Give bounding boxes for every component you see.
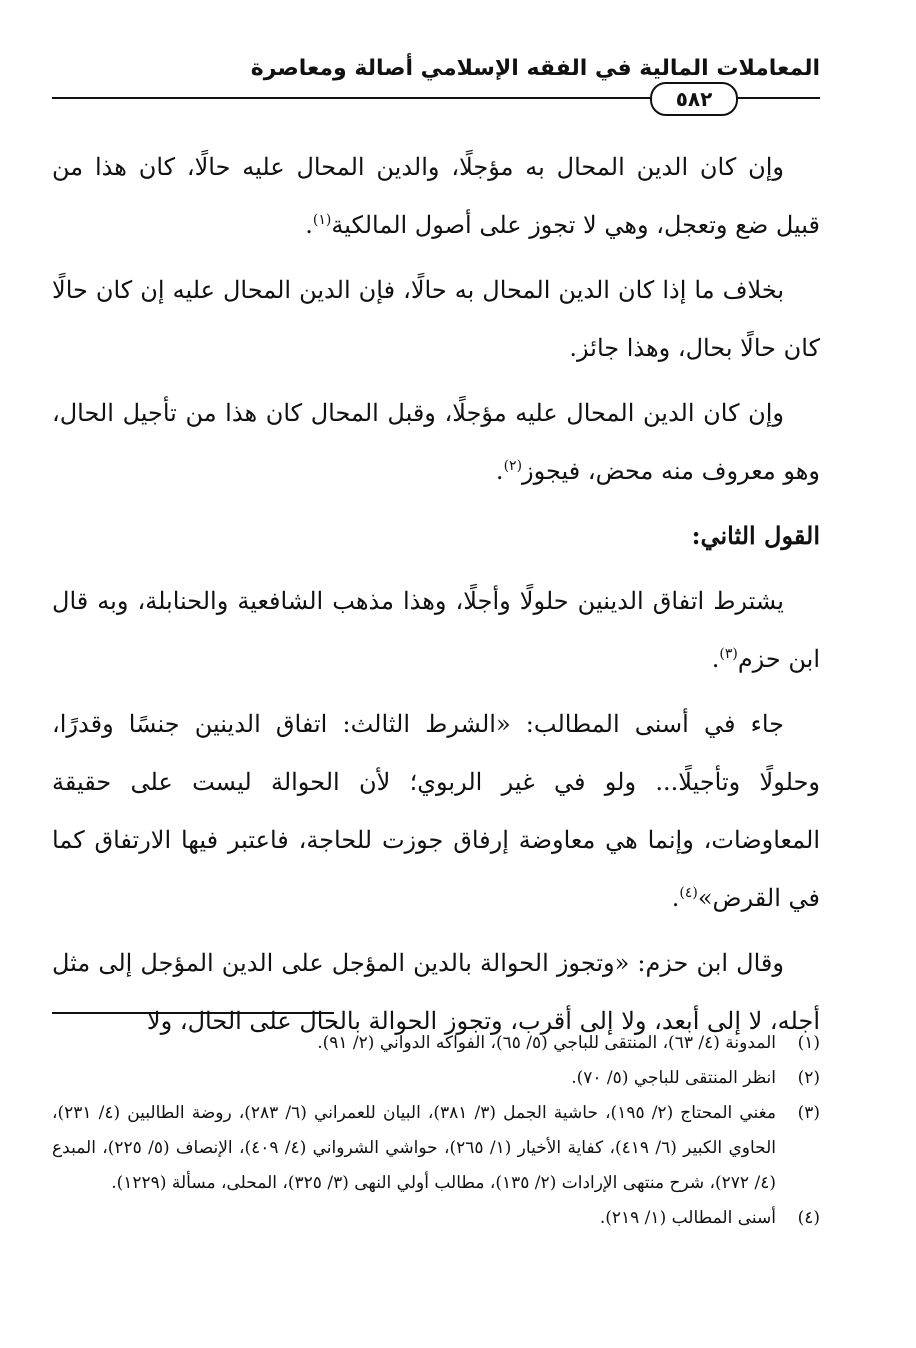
paragraph <box>52 572 820 688</box>
paragraph <box>52 384 820 500</box>
paragraph-text: وإن كان الدين المحال به مؤجلًا، والدين المحال عليه حالًا، كان هذا من قبيل ضع وتعجل، وهي لا تجوز على أصول المالكية <box>52 153 820 239</box>
footnote <box>52 1096 820 1201</box>
footnote-ref: (٣) <box>719 646 738 662</box>
paragraph: وقال ابن حزم: «وتجوز الحوالة بالدين المؤجل على الدين المؤجل إلى مثل أجله، لا إلى أبعد، ولا إلى أقرب، وتجوز الحوالة بالحال على الحال، ولا <box>52 949 820 1035</box>
period: . <box>671 884 680 912</box>
footnotes <box>52 1026 820 1236</box>
footnote <box>52 1061 820 1096</box>
main-text <box>52 138 820 1057</box>
paragraph-text: وإن كان الدين المحال عليه مؤجلًا، وقبل المحال كان هذا من تأجيل الحال، وهو معروف منه محض، فيجوز <box>52 399 820 485</box>
footnote <box>52 1026 820 1061</box>
footnote-number: (٣) <box>797 1103 820 1123</box>
footnote-text: مغني المحتاج (٢/ ١٩٥)، حاشية الجمل (٣/ ٣٨١)، البيان للعمراني (٦/ ٢٨٣)، روضة الطالبين (٤/ ٢٣١)، الحاوي الكبير (٦/ ٤١٩)، كفاية الأخيار (١/ ٢٦٥)، حواشي الشرواني (٤/ ٤٠٩)، الإنصاف (٥/ ٢٢٥)، المبدع (٤/ ٢٧٢)، شرح منتهى الإرادات (٢/ ١٣٥)، مطالب أولي النهى (٣/ ٣٢٥)، المحلى، مسألة (١٢٢٩). <box>52 1103 777 1193</box>
footnote-number: (٤) <box>797 1208 820 1228</box>
paragraph <box>52 138 820 254</box>
paragraph <box>52 695 820 927</box>
paragraph: بخلاف ما إذا كان الدين المحال به حالًا، فإن الدين المحال عليه إن كان حالًا كان حالًا بحال، وهذا جائز. <box>52 276 820 362</box>
period: . <box>305 211 313 239</box>
section-heading: القول الثاني: <box>691 521 820 550</box>
footnote <box>52 1201 820 1236</box>
footnote-number: (١) <box>797 1033 820 1053</box>
footnote-text: أسنى المطالب (١/ ٢١٩). <box>599 1208 776 1228</box>
footnote-text: المدونة (٤/ ٦٣)، المنتقى للباجي (٥/ ٦٥)، الفواكه الدواني (٢/ ٩١). <box>317 1033 776 1053</box>
period: . <box>495 457 504 485</box>
footnote-text: انظر المنتقى للباجي (٥/ ٧٠). <box>571 1068 776 1088</box>
running-header-title: المعاملات المالية في الفقه الإسلامي أصالة ومعاصرة <box>250 56 820 81</box>
footnote-ref: (٤) <box>679 885 698 901</box>
page-number: ٥٨٢ <box>650 82 738 116</box>
footnote-number: (٢) <box>797 1068 820 1088</box>
document-page <box>52 0 820 1348</box>
footnote-separator <box>52 1012 334 1014</box>
footnote-ref: (٢) <box>503 458 523 474</box>
footnote-ref: (١) <box>312 212 332 228</box>
paragraph-text: جاء في أسنى المطالب: «الشرط الثالث: اتفاق الدينين جنسًا وقدرًا، وحلولًا وتأجيلًا... ولو في غير الربوي؛ لأن الحوالة ليست على حقيقة المعاوضات، وإنما هي معاوضة إرفاق جوزت للحاجة، فاعتبر فيها الارتفاق كما في القرض» <box>52 710 820 912</box>
paragraph-text: يشترط اتفاق الدينين حلولًا وأجلًا، وهذا مذهب الشافعية والحنابلة، وبه قال ابن حزم <box>52 587 820 673</box>
period: . <box>711 645 720 673</box>
